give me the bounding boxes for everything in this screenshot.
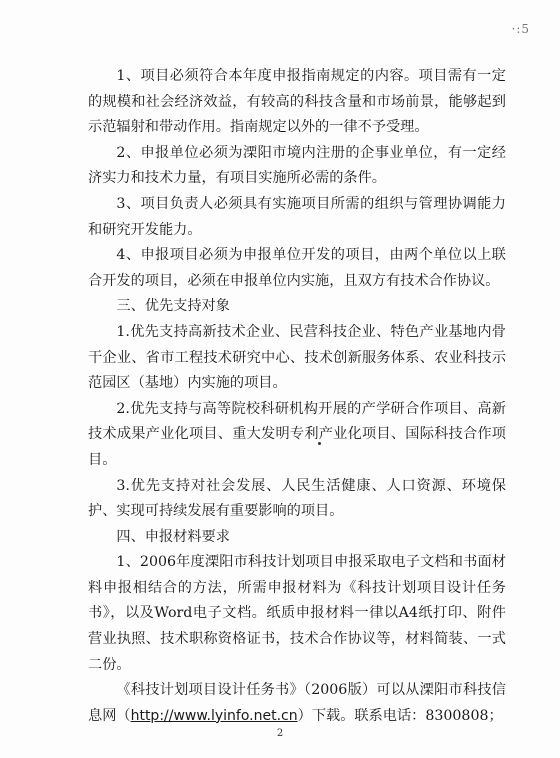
download-text-before: 《科技计划项目设计任务书》（2006版）可以从溧阳市科技信息网（	[88, 682, 506, 724]
paragraph-applicant-unit: 2、申报单位必须为溧阳市境内注册的企事业单位，有一定经济实力和技术力量，有项目实施所必需的条件。	[88, 144, 506, 187]
paragraph-priority-1: 1.优先支持高新技术企业、民营科技企业、特色产业基地内骨干企业、省市工程技术研究中心、技术创新服务体系、农业科技示范园区（基地）内实施的项目。	[88, 323, 506, 392]
document-body	[88, 64, 506, 729]
paragraph-project-leader: 3、项目负责人必须具有实施项目所需的组织与管理协调能力和研究开发能力。	[88, 195, 506, 238]
heading-priority-support: 三、优先支持对象	[116, 298, 230, 315]
download-text-after: ）下载。联系电话：8300808；	[297, 707, 503, 724]
paragraph-priority-2: 2.优先支持与高等院校科研机构开展的产学研合作项目、高新技术成果产业化项目、重大发明专利产业化项目、国际科技合作项目。	[88, 400, 506, 468]
paragraph-project-content: 1、项目必须符合本年度申报指南规定的内容。项目需有一定的规模和社会经济效益，有较高的科技含量和市场前景，能够起到示范辐射和带动作用。指南规定以外的一律不予受理。	[88, 68, 506, 136]
paragraph-download-info	[88, 678, 506, 729]
corner-mark: ·:5	[511, 22, 530, 36]
page-number: 2	[276, 728, 284, 739]
paragraph-priority-3: 3.优先支持对社会发展、人民生活健康、人口资源、环境保护、实现可持续发展有重要影响的项目。	[88, 477, 506, 520]
heading-materials: 四、申报材料要求	[116, 528, 230, 545]
paragraph-joint-development: 4、申报项目必须为申报单位开发的项目，由两个单位以上联合开发的项目，必须在申报单位内实施，且双方有技术合作协议。	[88, 247, 506, 289]
paragraph-materials-1: 1、2006年度溧阳市科技计划项目申报采取电子文档和书面材料申报相结合的方法，所需申报材料为《科技计划项目设计任务书》，以及Word电子文档。纸质申报材料一律以A4纸打印、附件营业执照、技术职称资格证书，技术合作协议等，材料简装、一式二份。	[88, 554, 506, 673]
stray-dot-mark	[318, 442, 321, 445]
website-link[interactable]: http://www.lyinfo.net.cn	[130, 707, 298, 724]
